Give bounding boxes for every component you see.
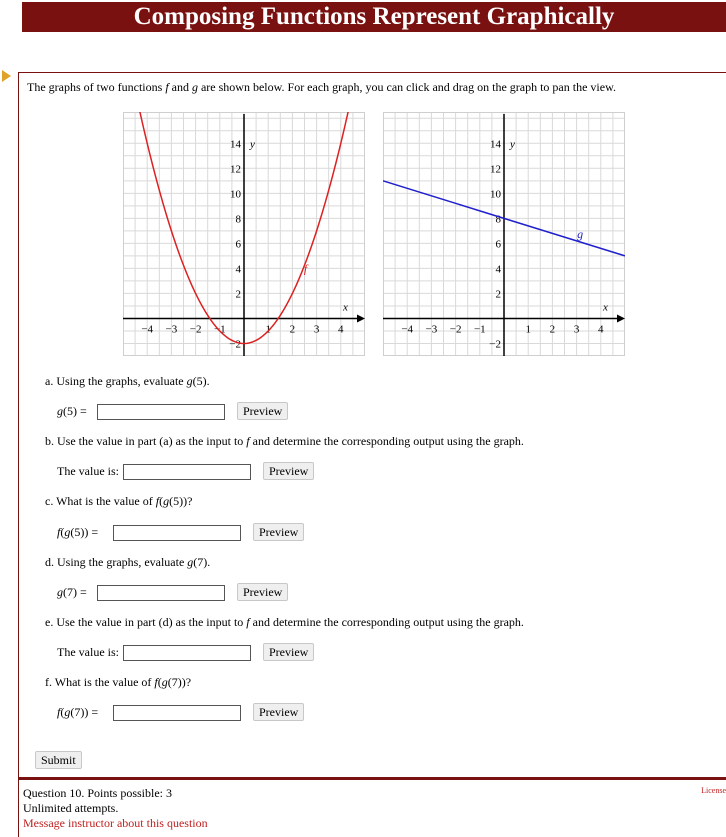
part-c-label: f(g(5)) = bbox=[57, 525, 99, 539]
gf-y-axis-label: y bbox=[250, 138, 255, 151]
gf-y-tick-label: 4 bbox=[235, 263, 241, 276]
question-footer bbox=[18, 778, 726, 837]
gg-y-tick-label: 8 bbox=[495, 213, 501, 226]
question-marker-icon bbox=[2, 70, 11, 82]
submit-button[interactable]: Submit bbox=[35, 751, 82, 769]
page-title: Composing Functions Represent Graphically bbox=[22, 2, 726, 32]
answer-input-c[interactable] bbox=[113, 525, 241, 541]
gg-y-tick-label: 12 bbox=[490, 163, 501, 176]
part-d-label: g(7) = bbox=[57, 585, 87, 599]
answer-input-f[interactable] bbox=[113, 705, 241, 721]
gg-y-axis-label: y bbox=[510, 138, 515, 151]
gf-y-tick-label: −2 bbox=[229, 338, 241, 351]
preview-button-f[interactable]: Preview bbox=[253, 703, 304, 721]
question-intro: The graphs of two functions f and g are shown below. For each graph, you can click and drag on the graph to pan the view. bbox=[27, 80, 616, 94]
answer-input-e[interactable] bbox=[123, 645, 251, 661]
gf-x-tick-label: 2 bbox=[289, 323, 296, 336]
part-e-label: The value is: bbox=[57, 645, 119, 659]
preview-button-b[interactable]: Preview bbox=[263, 462, 314, 480]
gf-x-axis-label: x bbox=[343, 301, 348, 314]
gf-y-tick-label: 14 bbox=[230, 138, 241, 151]
gg-y-tick-label: −2 bbox=[489, 338, 501, 351]
part-d-text: d. Using the graphs, evaluate g(7). bbox=[45, 555, 211, 569]
graph-g[interactable] bbox=[383, 112, 625, 356]
preview-button-d[interactable]: Preview bbox=[237, 583, 288, 601]
gg-x-tick-label: −4 bbox=[401, 323, 414, 336]
gf-y-tick-label: 6 bbox=[235, 238, 241, 251]
preview-button-c[interactable]: Preview bbox=[253, 523, 304, 541]
gf-x-tick-label: 4 bbox=[338, 323, 344, 336]
part-f-label: f(g(7)) = bbox=[57, 705, 99, 719]
gf-x-axis-arrow-icon bbox=[357, 314, 365, 322]
gg-x-tick-label: −3 bbox=[425, 323, 438, 336]
gg-y-tick-label: 14 bbox=[490, 138, 501, 151]
gg-x-tick-label: −2 bbox=[449, 323, 462, 336]
part-c-text: c. What is the value of f(g(5))? bbox=[45, 494, 193, 508]
gg-y-tick-label: 4 bbox=[495, 263, 501, 276]
gf-y-tick-label: 8 bbox=[235, 213, 241, 226]
question-info: Question 10. Points possible: 3 bbox=[23, 786, 173, 800]
part-b-text: b. Use the value in part (a) as the input to f and determine the corresponding output using the graph. bbox=[45, 434, 524, 448]
part-f-text: f. What is the value of f(g(7))? bbox=[45, 675, 192, 689]
gf-x-tick-label: 1 bbox=[265, 323, 271, 336]
preview-button-e[interactable]: Preview bbox=[263, 643, 314, 661]
gg-x-axis-label: x bbox=[603, 301, 608, 314]
gg-y-tick-label: 10 bbox=[490, 188, 501, 201]
part-a-label: g(5) = bbox=[57, 404, 87, 418]
graph-f-curve-label: f bbox=[303, 261, 308, 276]
preview-button-a[interactable]: Preview bbox=[237, 402, 288, 420]
attempts-info: Unlimited attempts. bbox=[23, 801, 119, 815]
gf-x-tick-label: −3 bbox=[165, 323, 178, 336]
gf-x-tick-label: −2 bbox=[189, 323, 202, 336]
answer-input-a[interactable] bbox=[97, 404, 225, 420]
gg-x-tick-label: 1 bbox=[525, 323, 531, 336]
part-a-text: a. Using the graphs, evaluate g(5). bbox=[45, 374, 210, 388]
gf-y-tick-label: 12 bbox=[230, 163, 241, 176]
part-b-label: The value is: bbox=[57, 464, 119, 478]
license-link[interactable]: License bbox=[701, 786, 726, 795]
answer-input-b[interactable] bbox=[123, 464, 251, 480]
gg-x-tick-label: −1 bbox=[473, 323, 486, 336]
gg-x-tick-label: 4 bbox=[598, 323, 604, 336]
gf-x-tick-label: −4 bbox=[141, 323, 154, 336]
gf-x-tick-label: −1 bbox=[213, 323, 226, 336]
part-e-text: e. Use the value in part (d) as the input to f and determine the corresponding output using the graph. bbox=[45, 615, 524, 629]
gg-x-tick-label: 2 bbox=[549, 323, 556, 336]
answer-input-d[interactable] bbox=[97, 585, 225, 601]
graph-f[interactable] bbox=[123, 112, 365, 356]
gg-y-tick-label: 2 bbox=[495, 288, 501, 301]
intro-f-var: f bbox=[165, 80, 169, 94]
gf-y-tick-label: 10 bbox=[230, 188, 241, 201]
gg-x-tick-label: 3 bbox=[573, 323, 580, 336]
gg-x-axis-arrow-icon bbox=[617, 314, 625, 322]
intro-g-var: g bbox=[191, 80, 198, 94]
gf-x-tick-label: 3 bbox=[313, 323, 320, 336]
gg-y-tick-label: 6 bbox=[495, 238, 501, 251]
gf-y-tick-label: 2 bbox=[235, 288, 241, 301]
message-instructor-link[interactable]: Message instructor about this question bbox=[23, 816, 208, 830]
graph-g-curve-label: g bbox=[577, 227, 584, 242]
